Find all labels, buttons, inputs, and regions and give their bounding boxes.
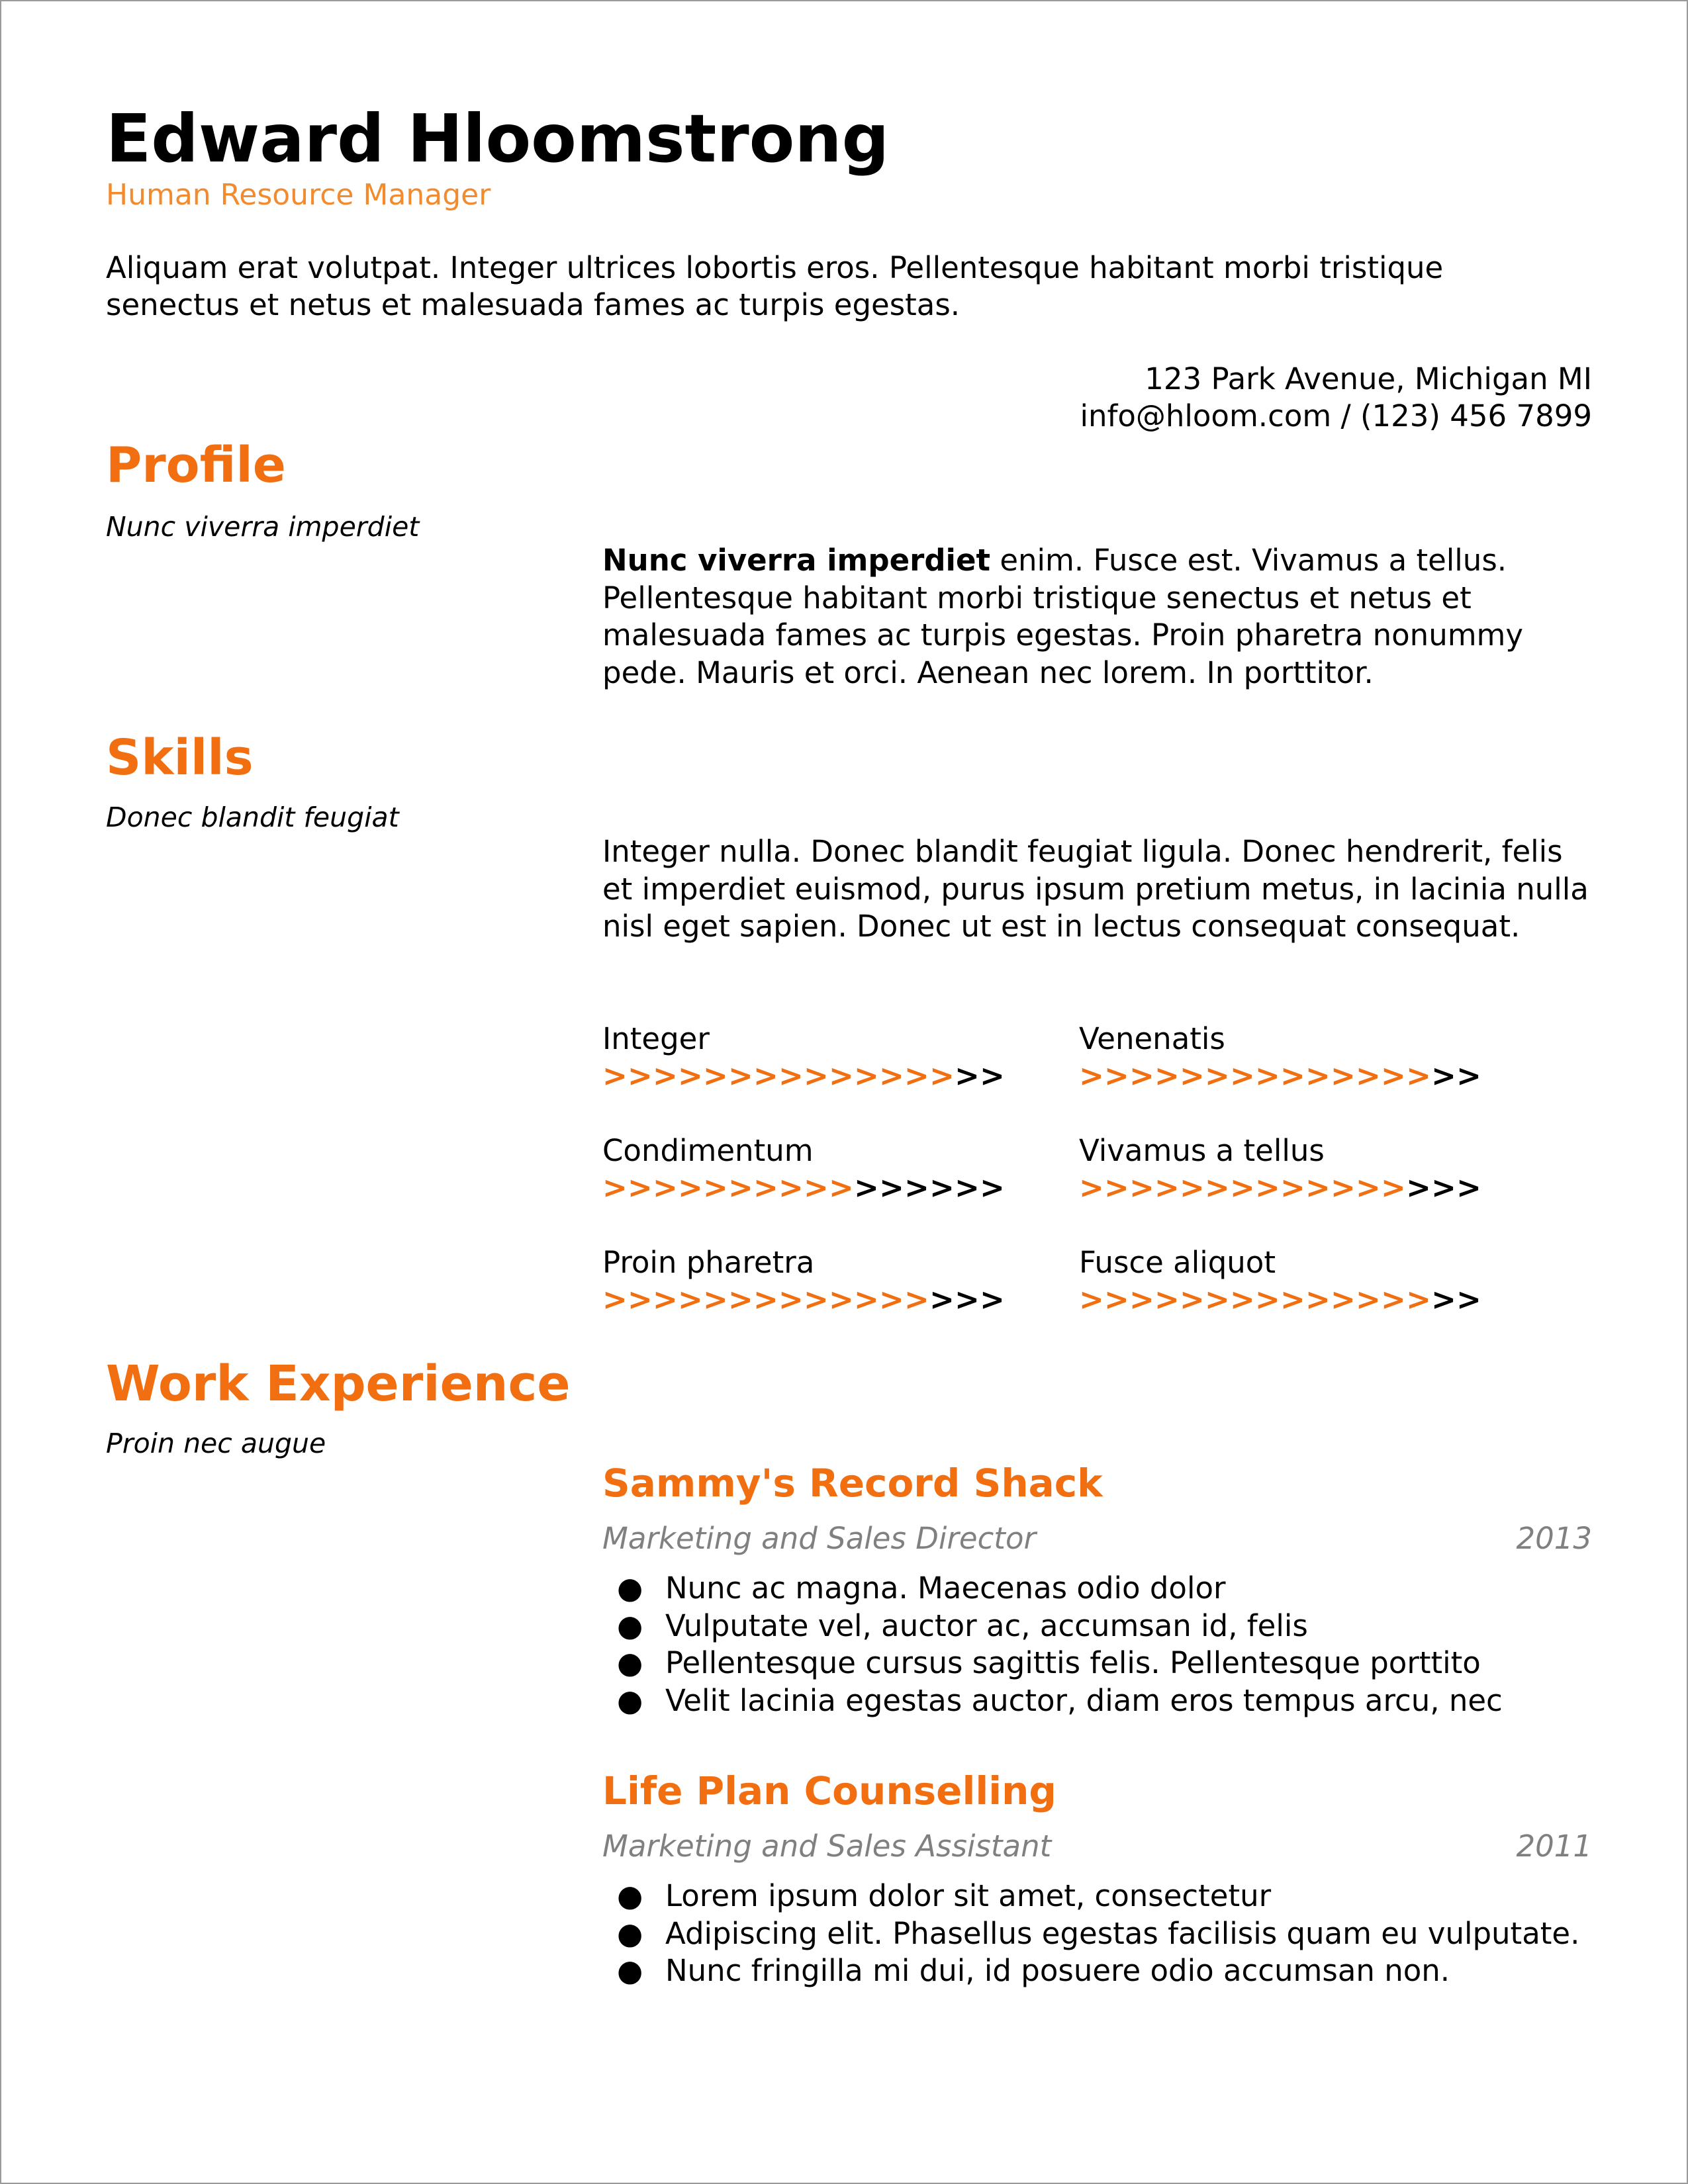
bullet-text: Adipiscing elit. Phasellus egestas facilisis quam eu vulputate.	[665, 1915, 1580, 1951]
skill-name: Vivamus a tellus	[1079, 1133, 1325, 1168]
skill-rating-empty: >>	[1431, 1058, 1482, 1093]
job-bullet	[602, 1878, 1579, 1915]
skill-rating-bar	[1079, 1058, 1481, 1095]
job-bullets	[602, 1570, 1503, 1719]
candidate-name: Edward Hloomstrong	[106, 100, 890, 177]
bullet-dot-icon: ●	[617, 1645, 643, 1680]
profile-lead: Nunc viverra imperdiet	[602, 543, 991, 578]
bullet-text: Velit lacinia egestas auctor, diam eros tempus arcu, nec	[665, 1682, 1503, 1718]
skill-rating-bar	[602, 1169, 1005, 1206]
skill-name: Integer	[602, 1021, 710, 1056]
skill-rating-filled: >>>>>>>>>>>>>	[1079, 1170, 1407, 1205]
skill-rating-empty: >>	[955, 1058, 1006, 1093]
contact-email-phone: info@hloom.com / (123) 456 7899	[1080, 398, 1592, 433]
job-bullets	[602, 1878, 1579, 1990]
bullet-dot-icon: ●	[617, 1570, 643, 1606]
skill-rating-filled: >>>>>>>>>>	[602, 1170, 855, 1205]
bullet-dot-icon: ●	[617, 1682, 643, 1718]
job-bullet	[602, 1608, 1503, 1645]
bullet-text: Nunc fringilla mi dui, id posuere odio accumsan non.	[665, 1953, 1450, 1988]
work-subtitle: Proin nec augue	[106, 1428, 326, 1459]
skill-name: Venenatis	[1079, 1021, 1225, 1056]
bullet-text: Pellentesque cursus sagittis felis. Pellentesque porttito	[665, 1645, 1481, 1680]
skill-rating-bar	[602, 1281, 1005, 1318]
profile-heading: Profile	[106, 437, 286, 494]
skills-text: Integer nulla. Donec blandit feugiat ligula. Donec hendrerit, felis et imperdiet euismod, purus ipsum pretium metus, in lacinia nulla nisl eget sapien. Donec ut est in lectus consequat consequat.	[602, 834, 1589, 944]
bullet-text: Nunc ac magna. Maecenas odio dolor	[665, 1570, 1226, 1606]
skills-heading: Skills	[106, 729, 254, 786]
work-heading: Work Experience	[106, 1355, 571, 1412]
intro-text: Aliquam erat volutpat. Integer ultrices lobortis eros. Pellentesque habitant morbi tristique senectus et netus et malesuada fames ac turpis egestas.	[106, 250, 1444, 322]
skill-name: Fusce aliquot	[1079, 1245, 1276, 1280]
job-bullet	[602, 1645, 1503, 1682]
job-year: 2013	[1516, 1521, 1592, 1556]
skill-rating-filled: >>>>>>>>>>>>>>	[1079, 1058, 1432, 1093]
profile-body: enim. Fusce est. Vivamus a tellus. Pellentesque habitant morbi tristique senectus et netus et malesuada fames ac turpis egestas. Proin pharetra nonummy pede. Mauris et orci. Aenean nec lorem. In porttitor.	[602, 543, 1524, 690]
job-bullet	[602, 1952, 1579, 1990]
bullet-text: Vulputate vel, auctor ac, accumsan id, felis	[665, 1608, 1308, 1643]
job-bullet	[602, 1570, 1503, 1608]
bullet-text: Lorem ipsum dolor sit amet, consectetur	[665, 1878, 1272, 1913]
skill-rating-empty: >>>	[929, 1282, 1006, 1317]
profile-text	[602, 542, 1595, 692]
bullet-dot-icon: ●	[617, 1953, 643, 1988]
candidate-title: Human Resource Manager	[106, 178, 491, 212]
bullet-dot-icon: ●	[617, 1878, 643, 1913]
job-company: Sammy's Record Shack	[602, 1461, 1103, 1506]
skill-name: Proin pharetra	[602, 1245, 815, 1280]
job-bullet	[602, 1915, 1579, 1953]
contact-block	[1080, 361, 1592, 435]
job-company: Life Plan Counselling	[602, 1768, 1056, 1813]
bullet-dot-icon: ●	[617, 1608, 643, 1643]
skill-rating-filled: >>>>>>>>>>>>>>	[1079, 1282, 1432, 1317]
contact-address: 123 Park Avenue, Michigan MI	[1145, 361, 1592, 396]
skill-rating-filled: >>>>>>>>>>>>>	[602, 1282, 930, 1317]
job-role: Marketing and Sales Assistant	[602, 1829, 1052, 1864]
profile-subtitle: Nunc viverra imperdiet	[106, 511, 420, 543]
skill-rating-bar	[602, 1058, 1005, 1095]
skill-rating-filled: >>>>>>>>>>>>>>	[602, 1058, 955, 1093]
job-year: 2011	[1516, 1829, 1592, 1864]
skill-rating-empty: >>>>>>	[854, 1170, 1006, 1205]
skill-rating-bar	[1079, 1169, 1481, 1206]
skill-name: Condimentum	[602, 1133, 814, 1168]
job-role: Marketing and Sales Director	[602, 1521, 1036, 1556]
skills-subtitle: Donec blandit feugiat	[106, 801, 399, 833]
bullet-dot-icon: ●	[617, 1915, 643, 1951]
skill-rating-empty: >>>	[1406, 1170, 1482, 1205]
job-bullet	[602, 1682, 1503, 1720]
skill-rating-bar	[1079, 1281, 1481, 1318]
skill-rating-empty: >>	[1431, 1282, 1482, 1317]
